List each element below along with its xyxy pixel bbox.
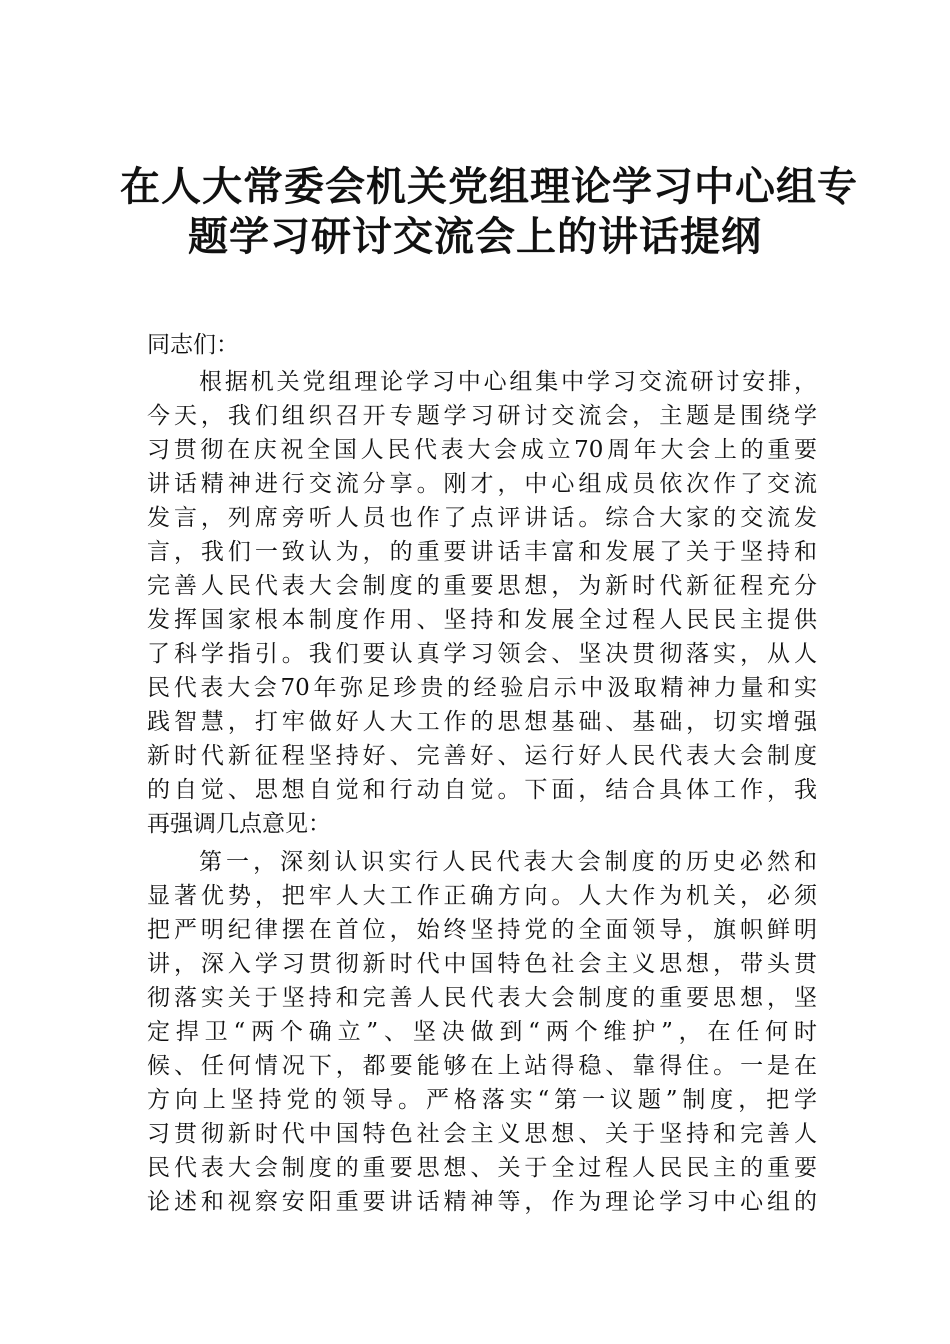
paragraph-2-line: 显著优势，把牢人大工作正确方向。人大作为机关，必须 bbox=[147, 883, 817, 909]
paragraph-1-line: 习贯彻在庆祝全国人民代表大会成立70周年大会上的重要 bbox=[147, 437, 817, 463]
paragraph-1-line: 新时代新征程坚持好、完善好、运行好人民代表大会制度 bbox=[147, 743, 817, 769]
paragraph-2-line: 讲，深入学习贯彻新时代中国特色社会主义思想，带头贯 bbox=[147, 951, 817, 977]
paragraph-1-line: 了科学指引。我们要认真学习领会、坚决贯彻落实，从人 bbox=[147, 641, 817, 667]
paragraph-2-line: 把严明纪律摆在首位，始终坚持党的全面领导，旗帜鲜明 bbox=[147, 917, 817, 943]
paragraph-1-line: 发挥国家根本制度作用、坚持和发展全过程人民民主提供 bbox=[147, 607, 817, 633]
paragraph-1-line: 根据机关党组理论学习中心组集中学习交流研讨安排， bbox=[199, 369, 817, 395]
paragraph-1-line: 发言，列席旁听人员也作了点评讲话。综合大家的交流发 bbox=[147, 505, 817, 531]
document-title-line-1: 在人大常委会机关党组理论学习中心组专 bbox=[120, 163, 858, 210]
paragraph-1-line: 言，我们一致认为，的重要讲话丰富和发展了关于坚持和 bbox=[147, 539, 817, 565]
paragraph-2-line: 第一，深刻认识实行人民代表大会制度的历史必然和 bbox=[199, 849, 817, 875]
paragraph-2-line: 习贯彻新时代中国特色社会主义思想、关于坚持和完善人 bbox=[147, 1121, 817, 1147]
paragraph-1-line: 完善人民代表大会制度的重要思想，为新时代新征程充分 bbox=[147, 573, 817, 599]
document-title-line-2: 题学习研讨交流会上的讲话提纲 bbox=[188, 213, 762, 260]
paragraph-1-line: 再强调几点意见： bbox=[147, 811, 331, 837]
paragraph-2-line: 定捍卫“两个确立”、坚决做到“两个维护”，在任何时 bbox=[147, 1019, 817, 1045]
salutation: 同志们： bbox=[147, 332, 239, 358]
paragraph-2-line: 方向上坚持党的领导。严格落实“第一议题”制度，把学 bbox=[147, 1087, 817, 1113]
paragraph-2-line: 彻落实关于坚持和完善人民代表大会制度的重要思想，坚 bbox=[147, 985, 817, 1011]
paragraph-1-line: 今天，我们组织召开专题学习研讨交流会，主题是围绕学 bbox=[147, 403, 817, 429]
paragraph-1-line: 民代表大会70年弥足珍贵的经验启示中汲取精神力量和实 bbox=[147, 675, 817, 701]
paragraph-1-line: 的自觉、思想自觉和行动自觉。下面，结合具体工作，我 bbox=[147, 777, 817, 803]
paragraph-1-line: 讲话精神进行交流分享。刚才，中心组成员依次作了交流 bbox=[147, 471, 817, 497]
paragraph-2-line: 民代表大会制度的重要思想、关于全过程人民民主的重要 bbox=[147, 1155, 817, 1181]
paragraph-2-line: 候、任何情况下，都要能够在上站得稳、靠得住。一是在 bbox=[147, 1053, 817, 1079]
paragraph-1-line: 践智慧，打牢做好人大工作的思想基础、基础，切实增强 bbox=[147, 709, 817, 735]
paragraph-2-line: 论述和视察安阳重要讲话精神等，作为理论学习中心组的 bbox=[147, 1189, 817, 1215]
